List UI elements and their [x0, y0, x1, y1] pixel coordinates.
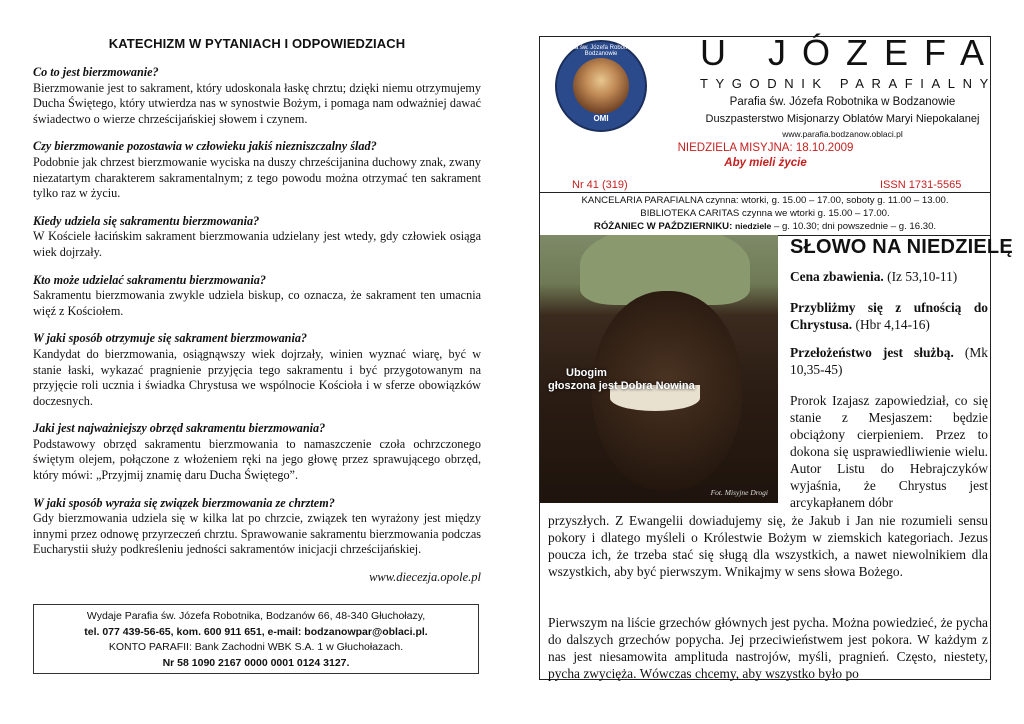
- source-link[interactable]: www.diecezja.opole.pl: [369, 570, 481, 585]
- account-number: Nr 58 1090 2167 0000 0001 0124 3127.: [162, 656, 350, 669]
- newsletter-title: U JÓZEFA: [700, 32, 1001, 73]
- answer: Kandydat do bierzmowania, osiągnąwszy wiek dojrzały, winien wyznać wiarę, być w stanie łaski, wykazać pragnienie przyjęcia tego sakramentu i być przygotowanym na przyjęcie roli ucznia i świadka Chrystusa we wspólnocie Kościoła i w sferze obowiązków doczesnych.: [33, 346, 481, 408]
- reading-3: Przełożeństwo jest służbą. (Mk 10,35-45): [790, 345, 988, 377]
- publisher-box: [33, 604, 479, 674]
- issue-number: Nr 41 (319): [572, 179, 628, 191]
- word-heading: SŁOWO NA NIEDZIELĘ: [790, 236, 1013, 258]
- qa-item: [33, 496, 481, 558]
- commentary-col: Prorok Izajasz zapowiedział, co się stanie z Mesjaszem: będzie obciążony cierpieniem. Przez to dokona się usprawiedliwienie wielu. Autor Listu do Hebrajczyków wyjaśnia, że Chrystus jest arcykapłanem dóbr: [790, 393, 988, 510]
- rosary-hours: RÓŻANIEC W PAŹDZIERNIKU: niedziele – g. 10.30; dni powszednie – g. 16.30.: [593, 221, 937, 232]
- answer: Sakramentu bierzmowania zwykle udziela biskup, co oznacza, że sakrament ten umacnia więź z Kościołem.: [33, 288, 481, 318]
- issn: ISSN 1731-5565: [880, 179, 962, 191]
- motto: Aby mieli życie: [724, 157, 807, 169]
- commentary-wide-2: Pierwszym na liście grzechów głównych jest pycha. Można powiedzieć, że pycha do dalszych grzechów popycha. Jej przeciwieństwem jest pokora. W każdym z nas jest niesamowita amplituda nastrojów, myśli, pragnień. Często, niestety, pycha zwycięża. Wówczas chcemy, aby wszystko było po: [548, 615, 988, 681]
- photo-caption: Ubogim głoszona jest Dobra Nowina: [548, 367, 695, 392]
- answer: Gdy bierzmowania udziela się w kilka lat po chrzcie, związek ten wyrażony jest między innymi przez odnowę przyrzeczeń chrztu. Sprawowanie sakramentu bierzmowania podczas Eucharystii służy podkreśleniu jedności sakramentów inicjacji chrześcijańskiej.: [33, 511, 481, 557]
- mission-photo: [540, 235, 778, 503]
- logo-ring-text: Parafia św. Józefa Robotnika w Bodzanowie: [559, 45, 643, 57]
- question: Jaki jest najważniejszy obrzęd sakramentu bierzmowania?: [33, 421, 326, 436]
- qa-item: [33, 421, 481, 483]
- office-hours: KANCELARIA PARAFIALNA czynna: wtorki, g. 15.00 – 17.00, soboty g. 11.00 – 13.00.: [581, 195, 949, 206]
- qa-item: [33, 65, 481, 127]
- qa-item: [33, 273, 481, 320]
- reading-2: Przybliżmy się z ufnością do Chrystusa. (Hbr 4,14-16): [790, 300, 988, 332]
- office-hours-box: [539, 192, 991, 236]
- answer: Podstawowy obrzęd sakramentu bierzmowania to namaszczenie czoła ochrzczonego świętym olejem, połączone z włożeniem ręki na jego głowę przez sprawującego obrzęd, który mówi: „Przyjmij znamię daru Ducha Świętego”.: [33, 436, 481, 483]
- qa-item: [33, 139, 481, 201]
- library-hours: BIBLIOTEKA CARITAS czynna we wtorki g. 15.00 – 17.00.: [640, 207, 890, 219]
- question: Kiedy udziela się sakramentu bierzmowania?: [33, 213, 260, 228]
- answer: Podobnie jak chrzest bierzmowanie wyciska na duszy chrześcijanina duchowy znak, zwany niezatartym charakterem sakramentalnym; z tego powodu można otrzymać ten sakrament tylko raz w życiu.: [33, 154, 481, 201]
- congregation-name: Duszpasterstwo Misjonarzy Oblatów Maryi Niepokalanej: [705, 113, 980, 125]
- contact-line: tel. 077 439-56-65, kom. 600 911 651, e-mail: bodzanowpar@oblaci.pl.: [84, 625, 428, 638]
- question: Kto może udzielać sakramentu bierzmowania?: [33, 272, 266, 287]
- parish-logo: [555, 40, 647, 132]
- website-link[interactable]: www.parafia.bodzanow.oblaci.pl: [782, 129, 903, 139]
- saint-joseph-icon: [573, 58, 629, 114]
- parish-name: Parafia św. Józefa Robotnika w Bodzanowie: [729, 96, 956, 108]
- logo-omi: OMI: [593, 114, 609, 123]
- catechism-column: [33, 36, 481, 585]
- photo-credit: Fot. Misyjne Drogi: [710, 488, 768, 497]
- newsletter-subtitle: TYGODNIK PARAFIALNY: [700, 76, 996, 91]
- sunday-title: NIEDZIELA MISYJNA: 18.10.2009: [677, 142, 854, 154]
- question: W jaki sposób otrzymuje się sakrament bierzmowania?: [33, 331, 308, 346]
- catechism-title: KATECHIZM W PYTANIACH I ODPOWIEDZIACH: [108, 36, 406, 51]
- answer: W Kościele łacińskim sakrament bierzmowania udzielany jest wtedy, gdy człowiek osiąga wiek dojrzały.: [33, 229, 481, 259]
- commentary-wide: przyszłych. Z Ewangelii dowiadujemy się, że Jakub i Jan nie rozumieli sensu pokory i dlatego myśleli o Królestwie Bożym w ziemskich kategoriach. Jezus poucza ich, że trzeba stać się sługą dla wszystkich, a nawet niewolnikiem dla wszystkich, aby być pierwszym. Wnikajmy w sens słowa Bożego.: [548, 513, 988, 579]
- answer: Bierzmowanie jest to sakrament, który udoskonala łaskę chrztu; dzięki niemu otrzymujemy Ducha Świętego, który utwierdza nas w synostwie Bożym, i pomaga nam odważniej dawać świadectwo o wierze chrześcijańskiej słowem i czynem.: [33, 80, 481, 126]
- reading-1: Cena zbawienia. (Iz 53,10-11): [790, 269, 958, 284]
- question: Czy bierzmowanie pozostawia w człowieku jakiś niezniszczalny ślad?: [33, 139, 377, 154]
- bank-line: KONTO PARAFII: Bank Zachodni WBK S.A. 1 w Głuchołazach.: [108, 641, 404, 653]
- question: W jaki sposób wyraża się związek bierzmowania ze chrztem?: [33, 495, 335, 510]
- qa-item: [33, 214, 481, 261]
- publisher-line: Wydaje Parafia św. Józefa Robotnika, Bodzanów 66, 48-340 Głuchołazy,: [86, 610, 426, 622]
- qa-item: [33, 331, 481, 409]
- question: Co to jest bierzmowanie?: [33, 65, 159, 79]
